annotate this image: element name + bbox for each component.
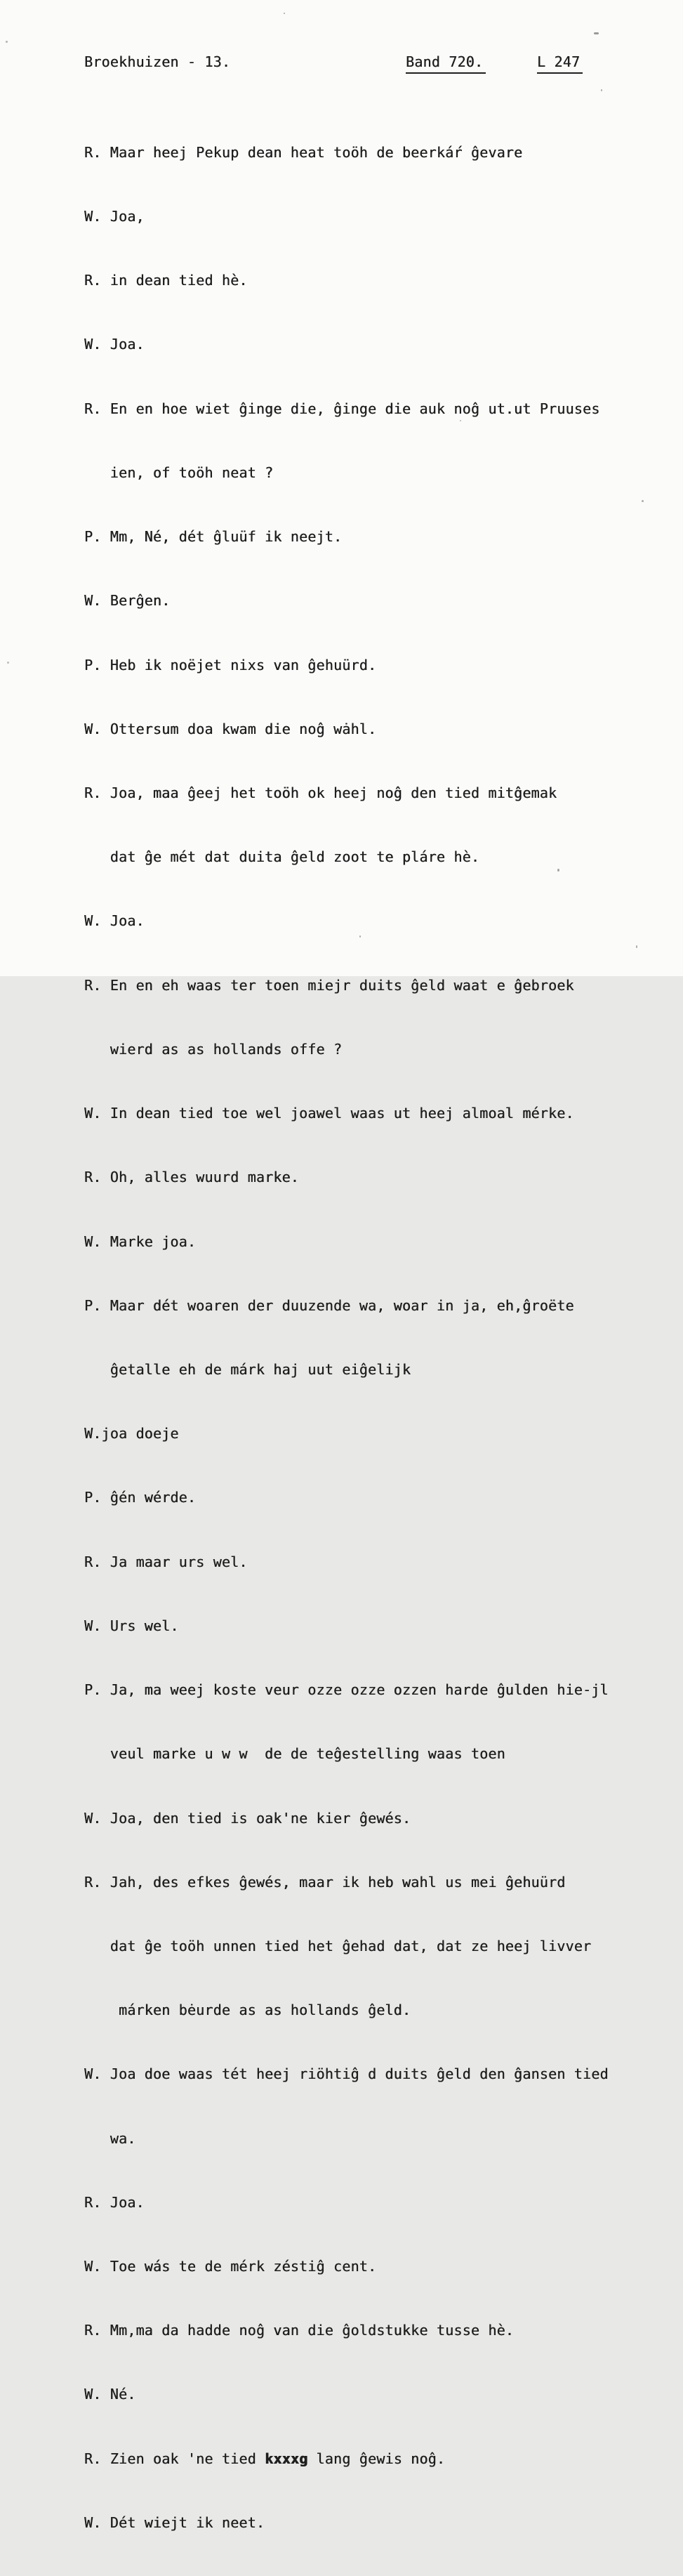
transcript-line: R. Maar heej Pekup dean heat toöh de beerkáŕ ĝevare (84, 143, 523, 161)
transcript-line: R. Ja maar urs wel. (84, 1553, 248, 1570)
transcript-line: R. En en hoe wiet ĝinge die, ĝinge die auk noĝ ut.ut Pruuses (84, 400, 600, 417)
transcript-line: W. Urs wel. (84, 1617, 179, 1634)
transcript-line: P. Ja, ma weej koste veur ozze ozze ozzen harde ĝulden hie-jl (84, 1681, 609, 1699)
transcript-line: W. Joa doe waas tét heej riöhtiĝ d duits ĝeld den ĝansen tied (84, 2065, 609, 2083)
transcript-line: R. Mm,ma da hadde noĝ van die ĝoldstukke tusse hè. (84, 2322, 515, 2339)
scan-speck (642, 500, 644, 502)
archive-number: L 247 (537, 53, 583, 74)
transcript-line: W. Joa, (84, 208, 145, 225)
transcript-line: dat ĝe mét dat duita ĝeld zoot te pláre hè. (84, 848, 480, 866)
transcript-line: W. Joa, den tied is oak'ne kier ĝewés. (84, 1809, 411, 1827)
transcript-line: R. Joa, maa ĝeej het toöh ok heej noĝ den tied mitĝemak (84, 784, 557, 801)
transcript-line: W. Marke joa. (84, 1233, 197, 1250)
line-text-post: lang ĝewis noĝ. (307, 2450, 446, 2467)
transcript-line: P. ĝén wérde. (84, 1489, 197, 1506)
transcript-line: W. Né. (84, 2386, 136, 2403)
scan-speck (284, 13, 285, 14)
transcript-line: dat ĝe toöh unnen tied het ĝehad dat, dat ze heej livver (84, 1937, 592, 1954)
transcript-line: P. Mm, Né, dét ĝluüf ik neejt. (84, 528, 343, 546)
overstruck-word: kxxxg (265, 2450, 308, 2467)
transcript-line: W. Joa. (84, 912, 145, 930)
transcript-line: W.joa doeje (84, 1425, 179, 1443)
transcript-line: P. Maar dét woaren der duuzende wa, woar in ja, eh,ĝroëte (84, 1296, 574, 1314)
scan-speck (7, 662, 9, 664)
transcript-line: W. Berĝen. (84, 592, 171, 610)
line-text-pre: R. Zien oak 'ne tied (84, 2450, 265, 2467)
transcript-line: P. Heb ik noëjet nixs van ĝehuürd. (84, 656, 377, 673)
transcript-line: R. Jah, des efkes ĝewés, maar ik heb wahl us mei ĝehuürd (84, 1873, 566, 1891)
transcript-line: W. Ottersum doa kwam die noĝ wȧhl. (84, 720, 377, 737)
transcript-line: R. in dean tied hè. (84, 272, 248, 289)
scan-speck (359, 935, 361, 938)
transcript-line: R. Joa. (84, 2193, 145, 2211)
band-label: Band 720. (406, 53, 486, 74)
transcript-line-overstruck (84, 2448, 609, 2469)
transcript-line: W. Joa. (84, 336, 145, 353)
scan-speck (6, 41, 8, 43)
transcript-line: ien, of toöh neat ? (84, 464, 274, 481)
transcript-line: R. En en eh waas ter toen miejr duits ĝeld waat e ĝebroek (84, 976, 574, 994)
transcript-line: ĝetalle eh de márk haj uut eiĝelijk (84, 1360, 411, 1378)
scan-speck (460, 420, 461, 421)
transcript (84, 99, 609, 2576)
transcript-line: márken bėurde as as hollands ĝeld. (84, 2002, 411, 2019)
transcript-line: wierd as as hollands offe ? (84, 1040, 343, 1058)
scan-speck (636, 945, 637, 948)
transcript-line: W. In dean tied toe wel joawel waas ut heej almoal mérke. (84, 1105, 574, 1122)
transcript-line: W. Dét wiejt ik neet. (84, 2513, 265, 2531)
scan-speck (601, 89, 602, 91)
transcript-line: R. Oh, alles wuurd marke. (84, 1169, 300, 1186)
scan-speck (557, 869, 559, 872)
page-title: Broekhuizen - 13. (84, 53, 231, 70)
scan-speck (594, 32, 599, 34)
transcript-line: wa. (84, 2129, 136, 2147)
transcript-line: W. Toe wás te de mérk zéstiĝ cent. (84, 2258, 377, 2275)
transcript-line: veul marke u w w de de teĝestelling waas toen (84, 1745, 505, 1763)
